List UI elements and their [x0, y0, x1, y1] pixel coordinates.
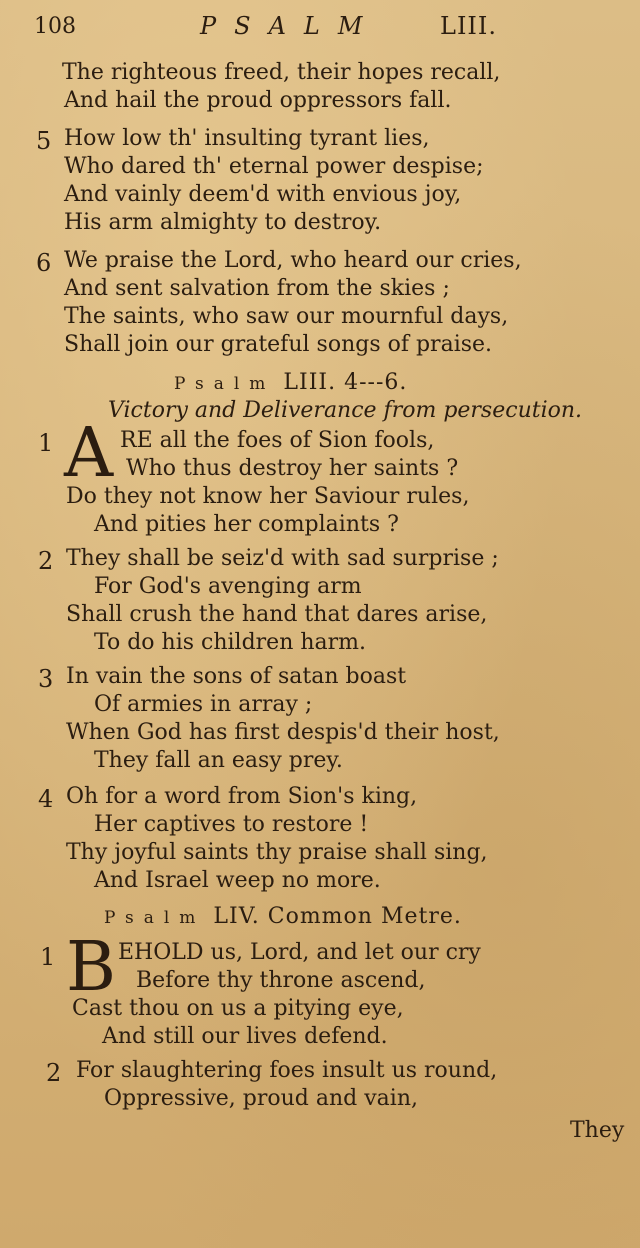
verse-line: And sent salvation from the skies ;: [64, 276, 450, 301]
catchword: They: [570, 1118, 625, 1143]
verse-line: Shall crush the hand that dares arise,: [66, 602, 488, 627]
verse-line: Her captives to restore !: [94, 812, 369, 837]
running-title: PSALM: [200, 12, 381, 40]
stanza-number: 1: [40, 943, 56, 971]
drop-cap: B: [66, 928, 116, 1007]
stanza-number: 2: [38, 547, 54, 575]
stanza-number: 6: [36, 249, 52, 277]
running-section: LIII.: [440, 12, 498, 40]
psalm-title: [104, 904, 462, 929]
verse-line: To do his children harm.: [94, 630, 367, 655]
verse-line: They fall an easy prey.: [94, 748, 343, 773]
verse-line: EHOLD us, Lord, and let our cry: [118, 940, 481, 965]
psalm-title-number: LIV. Common Metre.: [213, 904, 462, 929]
verse-line: For slaughtering foes insult us round,: [76, 1058, 498, 1083]
verse-line: And Israel weep no more.: [94, 868, 381, 893]
page-header: [0, 10, 640, 42]
verse-line: How low th' insulting tyrant lies,: [64, 126, 430, 151]
psalm-title-label: Psalm: [104, 908, 206, 928]
verse-line: And still our lives defend.: [102, 1024, 388, 1049]
verse-line: Thy joyful saints thy praise shall sing,: [66, 840, 488, 865]
verse-line: And vainly deem'd with envious joy,: [64, 182, 462, 207]
stanza-number: 3: [38, 665, 54, 693]
verse-line: And pities her complaints ?: [94, 512, 399, 537]
verse-line: Do they not know her Saviour rules,: [66, 484, 470, 509]
verse-line: Who dared th' eternal power despise;: [64, 154, 484, 179]
verse-line: The saints, who saw our mournful days,: [64, 304, 509, 329]
verse-line: Oh for a word from Sion's king,: [66, 784, 418, 809]
stanza-number: 4: [38, 785, 54, 813]
page-number: 108: [34, 14, 76, 39]
verse-line: Who thus destroy her saints ?: [126, 456, 459, 481]
psalm-title: [174, 370, 407, 395]
psalm-subtitle: Victory and Deliverance from persecution.: [108, 398, 583, 423]
verse-line: We praise the Lord, who heard our cries,: [64, 248, 522, 273]
verse-line: In vain the sons of satan boast: [66, 664, 407, 689]
verse-line: Of armies in array ;: [94, 692, 313, 717]
verse-line: His arm almighty to destroy.: [64, 210, 382, 235]
verse-line: Shall join our grateful songs of praise.: [64, 332, 493, 357]
verse-line: The righteous freed, their hopes recall,: [62, 60, 501, 85]
verse-line: Cast thou on us a pitying eye,: [72, 996, 404, 1021]
psalm-title-label: Psalm: [174, 374, 276, 394]
stanza-number: 5: [36, 127, 52, 155]
psalm-title-number: LIII. 4---6.: [283, 370, 408, 395]
verse-line: RE all the foes of Sion fools,: [120, 428, 435, 453]
verse-line: And hail the proud oppressors fall.: [64, 88, 452, 113]
verse-line: For God's avenging arm: [94, 574, 362, 599]
stanza-number: 2: [46, 1059, 62, 1087]
verse-line: They shall be seiz'd with sad surprise ;: [66, 546, 499, 571]
verse-line: Oppressive, proud and vain,: [104, 1086, 418, 1111]
stanza-number: 1: [38, 429, 54, 457]
drop-cap: A: [64, 414, 114, 493]
verse-line: When God has first despis'd their host,: [66, 720, 500, 745]
verse-line: Before thy throne ascend,: [136, 968, 426, 993]
